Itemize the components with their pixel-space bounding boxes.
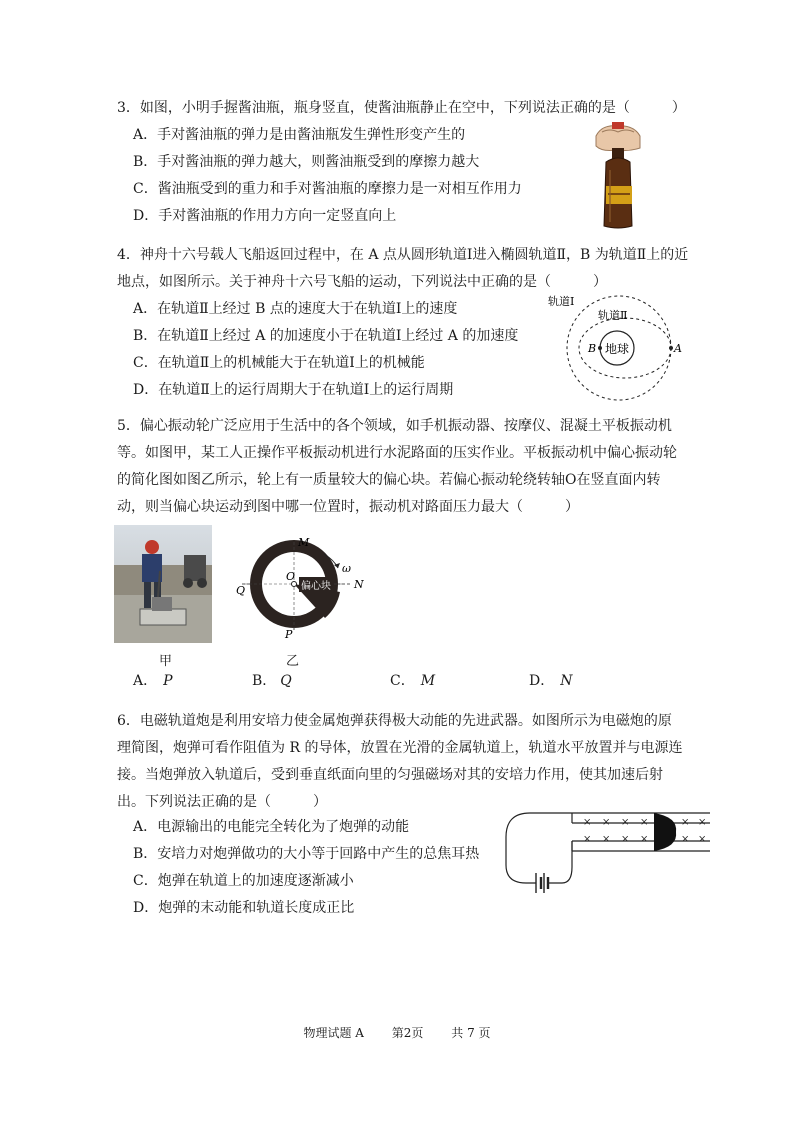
q6-stem-line-1: 6．电磁轨道炮是利用安培力使金属炮弹获得极大动能的先进武器。如图所示为电磁炮的原 (117, 713, 672, 729)
q5-option-c[interactable] (390, 668, 435, 695)
q5-option-d-value: N (560, 673, 573, 689)
footer-page-number: 第2页 (391, 1026, 424, 1040)
q6-stem-line-3: 接。当炮弹放入轨道后，受到垂直纸面向里的匀强磁场对其的安培力作用，使其加速后射 (117, 767, 663, 783)
soy-sauce-bottle-photo (588, 122, 648, 230)
q5-option-d-letter: D． (529, 673, 555, 689)
q5-option-c-value: M (420, 673, 436, 689)
footer-subject: 物理试题 A (303, 1026, 364, 1040)
orbit-diagram (540, 292, 690, 404)
q5-option-c-letter: C． (390, 673, 415, 689)
q5-option-b[interactable] (252, 668, 292, 695)
q3-option-d[interactable]: D．手对酱油瓶的作用力方向一定竖直向上 (133, 208, 397, 224)
q5-option-b-value: Q (280, 673, 292, 689)
q4-option-b[interactable]: B．在轨道Ⅱ上经过 A 的加速度小于在轨道Ⅰ上经过 A 的加速度 (133, 328, 519, 344)
q3-option-a[interactable]: A．手对酱油瓶的弹力是由酱油瓶发生弹性形变产生的 (133, 127, 466, 143)
field-cross: × (640, 817, 649, 828)
label-o: O (286, 570, 296, 583)
point-b-dot (598, 346, 602, 350)
point-a-label: A (674, 342, 682, 355)
label-q: Q (236, 584, 246, 597)
q5-option-a[interactable] (133, 668, 173, 695)
q6-stem-line-2: 理简图，炮弹可看作阻值为 R 的导体，放置在光滑的金属轨道上，轨道水平放置并与电源连 (117, 740, 683, 756)
circuit-wire-left (506, 813, 572, 883)
q6-option-c[interactable]: C．炮弹在轨道上的加速度逐渐减小 (133, 873, 354, 889)
point-a-dot (669, 346, 673, 350)
q4-option-d[interactable]: D．在轨道Ⅱ上的运行周期大于在轨道Ⅰ上的运行周期 (133, 382, 454, 398)
field-cross: × (583, 834, 592, 845)
label-omega: ω (342, 562, 351, 575)
field-cross: × (698, 817, 707, 828)
worker-photo (114, 525, 212, 643)
label-p: P (285, 628, 293, 641)
circuit-wire-bottom (548, 841, 572, 883)
q5-stem-line-3: 的简化图如图乙所示，轮上有一质量较大的偏心块。若偏心振动轮绕转轴O在竖直面内转 (117, 472, 661, 488)
q3-option-c[interactable]: C．酱油瓶受到的重力和手对酱油瓶的摩擦力是一对相互作用力 (133, 181, 522, 197)
orbit-1-label: 轨道Ⅰ (548, 295, 575, 308)
projectile-shape (654, 813, 676, 851)
eccentric-wheel-diagram (230, 536, 370, 663)
q5-option-a-letter: A． (133, 673, 158, 689)
q4-option-c[interactable]: C．在轨道Ⅱ上的机械能大于在轨道Ⅰ上的机械能 (133, 355, 425, 371)
q5-option-b-letter: B． (252, 673, 277, 689)
q5-option-a-value: P (163, 673, 173, 689)
q5-stem-line-2: 等。如图甲，某工人正操作平板振动机进行水泥路面的压实作业。平板振动机中偏心振动轮 (117, 445, 677, 461)
q4-option-a[interactable]: A．在轨道Ⅱ上经过 B 点的速度大于在轨道Ⅰ上的速度 (133, 301, 458, 317)
q4-stem-line-2: 地点，如图所示。关于神舟十六号飞船的运动，下列说法中正确的是（ ） (117, 274, 607, 290)
field-cross: × (698, 834, 707, 845)
eccentric-block-label: 偏心块 (301, 581, 331, 592)
q5-stem-line-1: 5．偏心振动轮广泛应用于生活中的各个领域，如手机振动器、按摩仪、混凝土平板振动机 (117, 418, 672, 434)
field-cross: × (602, 817, 611, 828)
orbit-2-label: 轨道Ⅱ (598, 309, 628, 322)
label-m: M (298, 536, 310, 549)
earth-label: 地球 (604, 342, 630, 356)
q6-stem-line-4: 出。下列说法正确的是（ ） (117, 794, 327, 810)
q3-stem: 3．如图，小明手握酱油瓶，瓶身竖直，使酱油瓶静止在空中，下列说法正确的是（ ） (117, 100, 686, 116)
q6-option-b[interactable]: B．安培力对炮弹做功的大小等于回路中产生的总焦耳热 (133, 846, 480, 862)
q4-stem-line-1: 4．神舟十六号载人飞船返回过程中，在 A 点从圆形轨道Ⅰ进入椭圆轨道Ⅱ，B 为轨道Ⅱ上的近 (117, 247, 689, 263)
field-cross: × (681, 817, 690, 828)
field-cross: × (602, 834, 611, 845)
q5-option-d[interactable] (529, 668, 572, 695)
q3-option-b[interactable]: B．手对酱油瓶的弹力越大，则酱油瓶受到的摩擦力越大 (133, 154, 480, 170)
field-cross: × (583, 817, 592, 828)
footer-total-pages: 共 7 页 (451, 1026, 491, 1040)
q5-stem-line-4: 动，则当偏心块运动到图中哪一位置时，振动机对路面压力最大（ ） (117, 499, 579, 515)
page-footer (0, 1024, 794, 1041)
label-n: N (354, 578, 364, 591)
field-cross: × (640, 834, 649, 845)
field-cross: × (621, 817, 630, 828)
field-cross: × (621, 834, 630, 845)
q6-option-a[interactable]: A．电源输出的电能完全转化为了炮弹的动能 (133, 819, 410, 835)
caption-yi: 乙 (286, 654, 300, 669)
point-b-label: B (588, 342, 597, 355)
railgun-diagram (500, 795, 712, 900)
caption-jia: 甲 (159, 654, 173, 669)
field-cross: × (681, 834, 690, 845)
q6-option-d[interactable]: D．炮弹的末动能和轨道长度成正比 (133, 900, 355, 916)
magnetic-field-crosses (583, 817, 706, 845)
